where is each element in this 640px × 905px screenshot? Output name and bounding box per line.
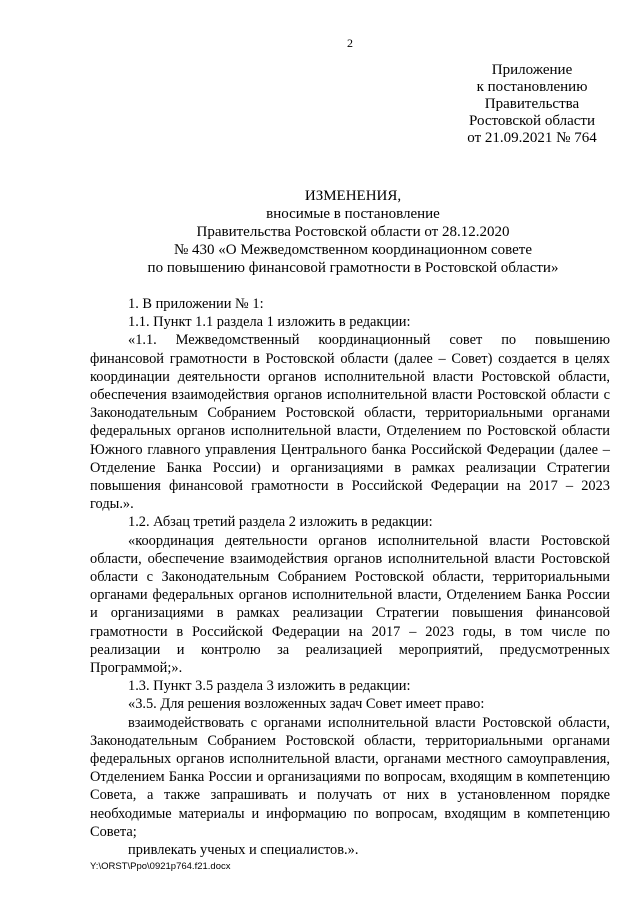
paragraph-1-3-item-1: взаимодействовать с органами исполнительной власти Ростовской области, Законодательным Собранием Ростовской области, территориальными органами федеральных органов исполнительной власти, органами местного самоуправления, Отделением Банка России и организациями по вопросам, входящим в компетенцию Совета, а также запрашивать и получать от них в установленном порядке необходимые материалы и информацию по вопросам, входящим в компетенцию Совета; (90, 714, 610, 840)
paragraph-1: 1. В приложении № 1: (128, 296, 264, 312)
appendix-line: Ростовской области (469, 113, 595, 129)
appendix-header (438, 62, 626, 147)
paragraph-1-1: 1.1. Пункт 1.1 раздела 1 изложить в редакции: (128, 314, 411, 331)
appendix-line: Правительства (484, 96, 580, 112)
document-title (96, 187, 610, 277)
paragraph-1-3-text: «3.5. Для решения возложенных задач Совет имеет право: (128, 696, 485, 713)
appendix-line: от 21.09.2021 № 764 (467, 130, 597, 146)
paragraph-1-3: 1.3. Пункт 3.5 раздела 3 изложить в редакции: (128, 678, 411, 695)
title-line: Правительства Ростовской области от 28.12.2020 (196, 224, 510, 240)
paragraph-1-3-item-2: привлекать ученых и специалистов.». (128, 842, 359, 859)
page-number: 2 (347, 36, 353, 50)
appendix-line: к постановлению (476, 79, 588, 95)
title-line: вносимые в постановление (266, 206, 440, 222)
paragraph-1-2: 1.2. Абзац третий раздела 2 изложить в редакции: (128, 514, 433, 531)
appendix-line: Приложение (491, 62, 573, 78)
title-line: по повышению финансовой грамотности в Ростовской области» (147, 260, 559, 276)
document-body (90, 295, 610, 859)
file-path-footer: Y:\ORST\Ppo\0921p764.f21.docx (90, 861, 231, 872)
paragraph-1-2-text: «координация деятельности органов исполнительной власти Ростовской области, обеспечение взаимодействия органов исполнительной власти Ростовской области с Законодательным Собранием Ростовской области, территориальными органами федеральных органов исполнительной власти, Отделением Банка России и организациями в рамках реализации Стратегии повышения финансовой грамотности в Российской Федерации на 2017 – 2023 годы, в том числе по реализации и контролю за реализацией мероприятий, предусмотренных Программой;». (90, 532, 610, 677)
paragraph-1-1-text: «1.1. Межведомственный координационный совет по повышению финансовой грамотности в Ростовской области (далее – Совет) создается в целях координации деятельности органов исполнительной власти Ростовской области, обеспечения взаимодействия органов исполнительной власти Ростовской области с Законодательным Собранием Ростовской области, территориальными органами федеральных органов исполнительной власти, Отделением по Ростовской области Южного главного управления Центрального банка Российской Федерации (далее – Отделение Банка России) и организациями в рамках реализации Стратегии повышения финансовой грамотности в Российской Федерации на 2017 – 2023 годы.». (90, 332, 610, 513)
title-heading: ИЗМЕНЕНИЯ, (304, 188, 402, 204)
title-line: № 430 «О Межведомственном координационном совете (174, 242, 532, 258)
